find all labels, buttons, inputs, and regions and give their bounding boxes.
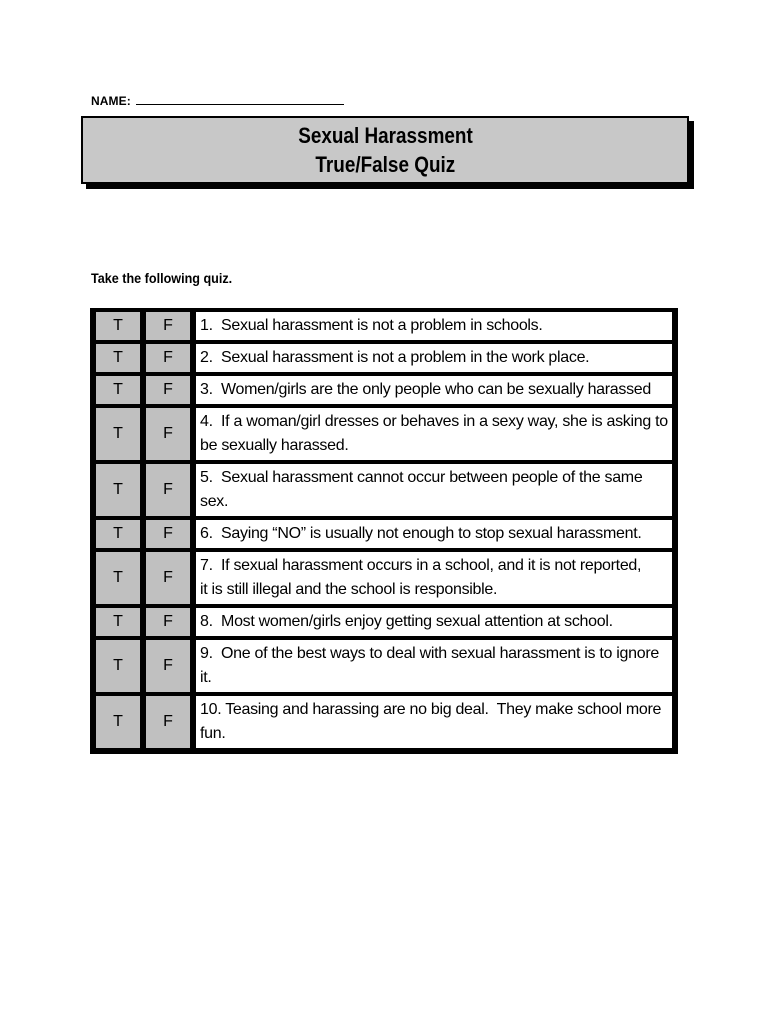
name-label: NAME: (91, 94, 131, 108)
true-option[interactable]: T (96, 376, 140, 404)
question-text (196, 640, 672, 692)
question-text (196, 408, 672, 460)
question-label: 4. If a woman/girl dresses or behaves in a sexy way, she is asking to be sexually harassed. (200, 413, 672, 454)
question-label: 3. Women/girls are the only people who can be sexually harassed (200, 381, 651, 398)
question-label: 6. Saying “NO” is usually not enough to stop sexual harassment. (200, 525, 642, 542)
true-option[interactable]: T (96, 520, 140, 548)
true-option[interactable]: T (96, 640, 140, 692)
true-option[interactable]: T (96, 408, 140, 460)
quiz-row (96, 376, 672, 404)
instructions: Take the following quiz. (91, 270, 233, 286)
question-label: 10. Teasing and harassing are no big deal. They make school more fun. (200, 701, 666, 742)
false-option[interactable]: F (146, 520, 190, 548)
question-text (196, 520, 672, 548)
false-option[interactable]: F (146, 696, 190, 748)
false-option[interactable]: F (146, 552, 190, 604)
true-option[interactable]: T (96, 552, 140, 604)
question-text (196, 464, 672, 516)
quiz-row (96, 552, 672, 604)
question-label: 1. Sexual harassment is not a problem in schools. (200, 317, 543, 334)
question-text (196, 344, 672, 372)
question-label: 7. If sexual harassment occurs in a school, and it is not reported, it is still illegal and the school is responsible. (200, 557, 671, 598)
question-label: 5. Sexual harassment cannot occur between people of the same sex. (200, 469, 672, 510)
quiz-row (96, 640, 672, 692)
true-option[interactable]: T (96, 696, 140, 748)
quiz-table (90, 308, 678, 754)
title-line-1: Sexual Harassment (297, 123, 473, 148)
name-field (91, 93, 344, 108)
true-option[interactable]: T (96, 312, 140, 340)
quiz-row (96, 312, 672, 340)
false-option[interactable]: F (146, 376, 190, 404)
false-option[interactable]: F (146, 608, 190, 636)
question-text (196, 696, 672, 748)
title-box (81, 116, 689, 184)
quiz-row (96, 344, 672, 372)
question-text (196, 608, 672, 636)
question-text (196, 552, 672, 604)
question-label: 8. Most women/girls enjoy getting sexual attention at school. (200, 613, 613, 630)
false-option[interactable]: F (146, 408, 190, 460)
question-label: 2. Sexual harassment is not a problem in the work place. (200, 349, 590, 366)
false-option[interactable]: F (146, 312, 190, 340)
false-option[interactable]: F (146, 464, 190, 516)
true-option[interactable]: T (96, 344, 140, 372)
true-option[interactable]: T (96, 608, 140, 636)
true-option[interactable]: T (96, 464, 140, 516)
question-text (196, 312, 672, 340)
name-blank-line[interactable] (136, 93, 344, 105)
false-option[interactable]: F (146, 640, 190, 692)
false-option[interactable]: F (146, 344, 190, 372)
title-line-2: True/False Quiz (315, 152, 455, 177)
question-text (196, 376, 672, 404)
quiz-row (96, 408, 672, 460)
quiz-row (96, 608, 672, 636)
quiz-row (96, 520, 672, 548)
question-label: 9. One of the best ways to deal with sexual harassment is to ignore it. (200, 645, 664, 686)
quiz-row (96, 464, 672, 516)
quiz-row (96, 696, 672, 748)
